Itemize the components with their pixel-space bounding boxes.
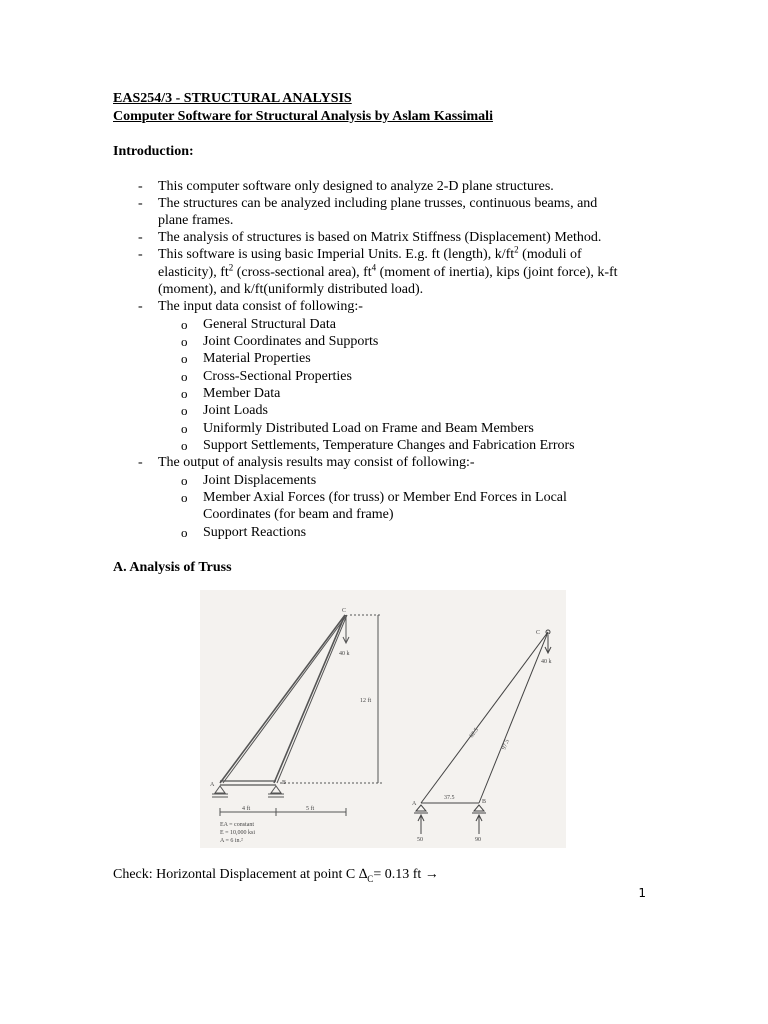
dash-marker: - xyxy=(138,247,143,262)
left-label-a: A xyxy=(210,782,215,788)
sub-bullet-marker: o xyxy=(181,421,188,436)
left-load-label: 40 k xyxy=(339,651,350,657)
input-item: Uniformly Distributed Load on Frame and Beam Members xyxy=(203,421,534,436)
right-label-a: A xyxy=(412,801,417,807)
right-load-label: 40 k xyxy=(541,659,552,665)
reaction-b-label: 90 xyxy=(475,837,481,843)
sub-bullet-marker: o xyxy=(181,351,188,366)
sub-bullet-marker: o xyxy=(181,334,188,349)
right-label-b: B xyxy=(482,799,487,805)
output-item: Coordinates (for beam and frame) xyxy=(203,507,394,522)
reaction-a-label: 50 xyxy=(417,837,423,843)
dash-marker: - xyxy=(138,196,143,211)
pin-support-b xyxy=(271,786,281,793)
input-item: Cross-Sectional Properties xyxy=(203,369,352,384)
output-item: Joint Displacements xyxy=(203,473,317,488)
intro-paragraph: This computer software only designed to analyze 2-D plane structures. xyxy=(158,179,554,194)
truss-figure xyxy=(200,590,566,848)
span-label: 5 ft xyxy=(306,806,315,812)
height-label: 12 ft xyxy=(360,698,372,704)
intro-heading: Introduction: xyxy=(113,144,194,159)
sub-bullet-marker: o xyxy=(181,386,188,401)
input-item: Member Data xyxy=(203,386,281,401)
property-label: E = 10,000 ksi xyxy=(220,830,256,836)
pin-support-a xyxy=(416,805,426,811)
sub-bullet-marker: o xyxy=(181,438,188,453)
page-number: 1 xyxy=(638,886,646,900)
section-a-heading: A. Analysis of Truss xyxy=(113,560,232,575)
force-bc-label: 97.5 xyxy=(501,738,511,751)
left-label-b: B xyxy=(282,780,287,786)
input-item: General Structural Data xyxy=(203,317,336,332)
member-bc-inner xyxy=(277,615,347,783)
output-item: Support Reactions xyxy=(203,525,307,540)
intro-paragraph: The structures can be analyzed including plane trusses, continuous beams, and xyxy=(158,196,598,211)
intro-paragraph: The analysis of structures is based on Matrix Stiffness (Displacement) Method. xyxy=(158,230,602,245)
force-ab-label: 37.5 xyxy=(444,795,455,801)
force-member-bc xyxy=(479,632,548,803)
sub-bullet-marker: o xyxy=(181,490,188,505)
left-truss xyxy=(212,615,382,816)
right-label-c: C xyxy=(536,630,541,636)
member-ac xyxy=(220,615,345,783)
units-line: (moment), and k/ft(uniformly distributed load). xyxy=(158,282,424,297)
intro-paragraph: The output of analysis results may consist of following:- xyxy=(158,455,475,470)
input-item: Material Properties xyxy=(203,351,311,366)
sub-bullet-marker: o xyxy=(181,369,188,384)
dash-marker: - xyxy=(138,455,143,470)
pin-support-b xyxy=(474,805,484,811)
input-item: Support Settlements, Temperature Changes and Fabrication Errors xyxy=(203,438,575,453)
left-label-c: C xyxy=(342,608,347,614)
dash-marker: - xyxy=(138,179,143,194)
property-label: EA = constant xyxy=(220,822,255,828)
intro-paragraph: The input data consist of following:- xyxy=(158,299,363,314)
span-label: 4 ft xyxy=(242,806,251,812)
sub-bullet-marker: o xyxy=(181,317,188,332)
sub-bullet-marker: o xyxy=(181,403,188,418)
units-line: This software is using basic Imperial Units. E.g. ft (length), $k/ft^2$ (moduli of xyxy=(158,244,582,262)
truss-diagram xyxy=(200,590,566,848)
sub-bullet-marker: o xyxy=(181,473,188,488)
intro-paragraph: plane frames. xyxy=(158,213,234,228)
pin-support-a xyxy=(215,786,225,793)
property-label: A = 6 in.² xyxy=(220,838,243,844)
input-item: Joint Coordinates and Supports xyxy=(203,334,379,349)
dash-marker: - xyxy=(138,299,143,314)
sub-bullet-marker: o xyxy=(181,525,188,540)
check-line: Check: Horizontal Displacement at point C $\Delta_C= 0.13$ ft → xyxy=(113,867,439,884)
course-title: EAS254/3 - STRUCTURAL ANALYSIS xyxy=(113,91,352,106)
input-item: Joint Loads xyxy=(203,403,268,418)
software-title: Computer Software for Structural Analysis by Aslam Kassimali xyxy=(113,109,493,124)
force-member-ac xyxy=(421,632,548,803)
output-item: Member Axial Forces (for truss) or Member End Forces in Local xyxy=(203,490,567,505)
dash-marker: - xyxy=(138,230,143,245)
force-ac-label: 62.5 xyxy=(468,727,480,740)
units-line: elasticity), $ft^2$ (cross-sectional area), $ft^4$ (moment of inertia), kips (joint force), k-ft xyxy=(158,262,618,280)
